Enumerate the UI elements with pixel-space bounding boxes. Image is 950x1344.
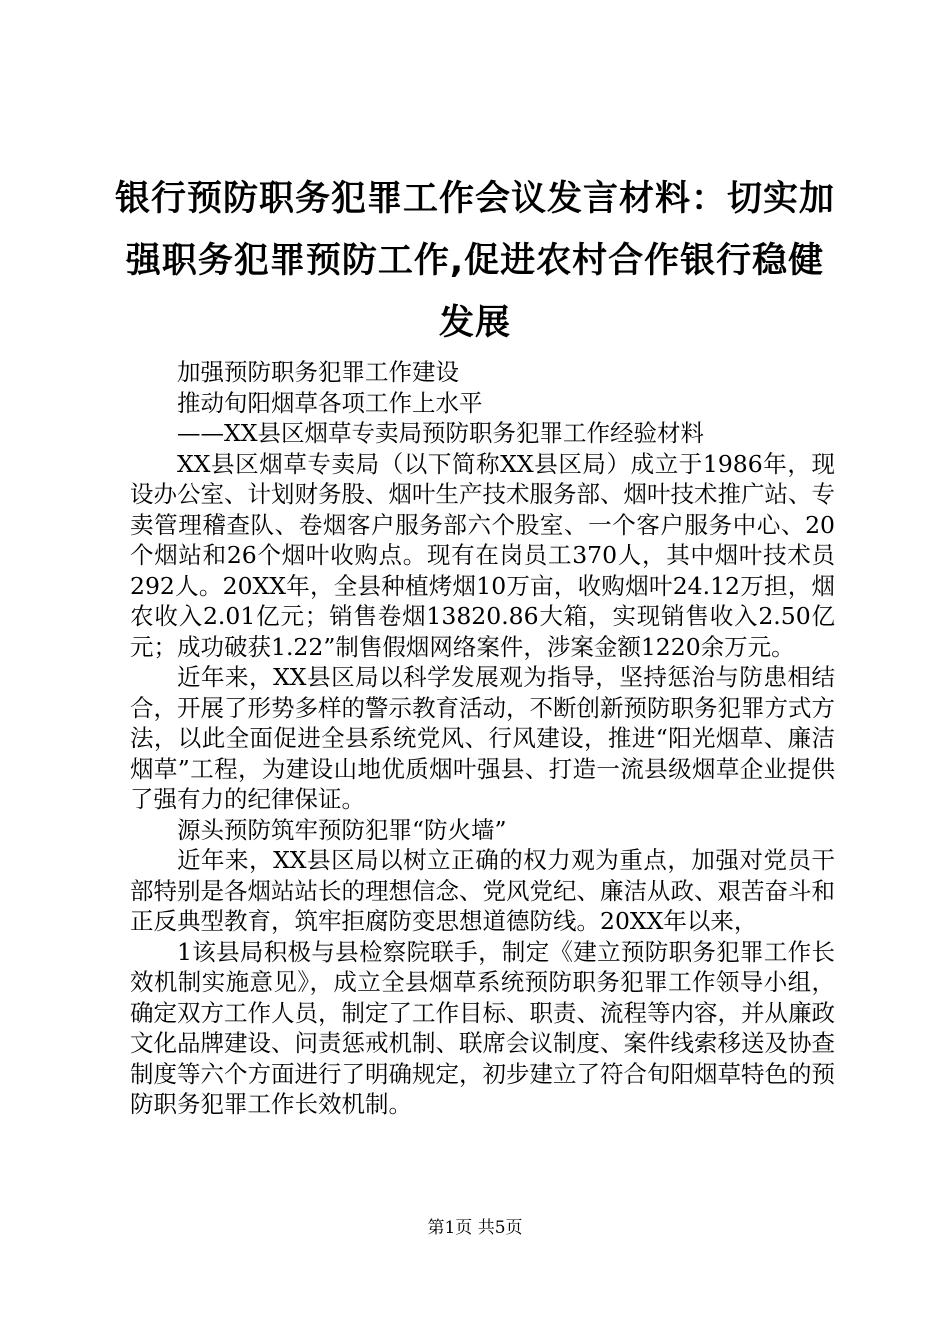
document-title (110, 168, 840, 354)
subheading-3: ——XX县区烟草专卖局预防职务犯罪工作经验材料 (177, 419, 704, 447)
paragraph-mechanism: 1该县局积极与县检察院联手，制定《建立预防职务犯罪工作长效机制实施意见》，成立全县烟草系统预防职务犯罪工作领导小组，确定双方工作人员，制定了工作目标、职责、流程等内容，并从廉政文化品牌建设、问责惩戒机制、联席会议制度、案件线索移送及协查制度等六个方面进行了明确规定，初步建立了符合旬阳烟草特色的预防职务犯罪工作长效机制。 (130, 937, 835, 1118)
paragraph-power-view: 近年来，XX县区局以树立正确的权力观为重点，加强对党员干部特别是各烟站站长的理想信念、党风党纪、廉洁从政、艰苦奋斗和正反典型教育，筑牢拒腐防变思想道德防线。20XX年以来， (130, 846, 835, 935)
page-footer: 第1页 共5页 (427, 1218, 523, 1238)
title-line-3: 发展 (438, 303, 511, 343)
paragraph-recent-years: 近年来，XX县区局以科学发展观为指导，坚持惩治与防患相结合，开展了形势多样的警示教育活动，不断创新预防职务犯罪方式方法，以此全面促进全县系统党风、行风建设，推进“阳光烟草、廉洁烟草”工程，为建设山地优质烟叶强县、打造一流县级烟草企业提供了强有力的纪律保证。 (130, 663, 835, 813)
paragraph-intro: XX县区烟草专卖局（以下简称XX县区局）成立于1986年，现设办公室、计划财务股、烟叶生产技术服务部、烟叶技术推广站、专卖管理稽查队、卷烟客户服务部六个股室、一个客户服务中心、20个烟站和26个烟叶收购点。现有在岗员工370人，其中烟叶技术员292人。20XX年，全县种植烤烟10万亩，收购烟叶24.12万担，烟农收入2.01亿元；销售卷烟13820.86大箱，实现销售收入2.50亿元；成功破获1.22”制售假烟网络案件，涉案金额1220余万元。 (130, 449, 835, 661)
subheading-2: 推动旬阳烟草各项工作上水平 (177, 388, 483, 417)
document-body (130, 357, 835, 1120)
title-line-2: 强职务犯罪预防工作,促进农村合作银行稳健 (125, 241, 825, 281)
section-heading-firewall: 源头预防筑牢预防犯罪“防火墙” (177, 815, 507, 844)
subheading-1: 加强预防职务犯罪工作建设 (177, 358, 459, 386)
title-line-1: 银行预防职务犯罪工作会议发言材料：切实加 (114, 179, 835, 219)
